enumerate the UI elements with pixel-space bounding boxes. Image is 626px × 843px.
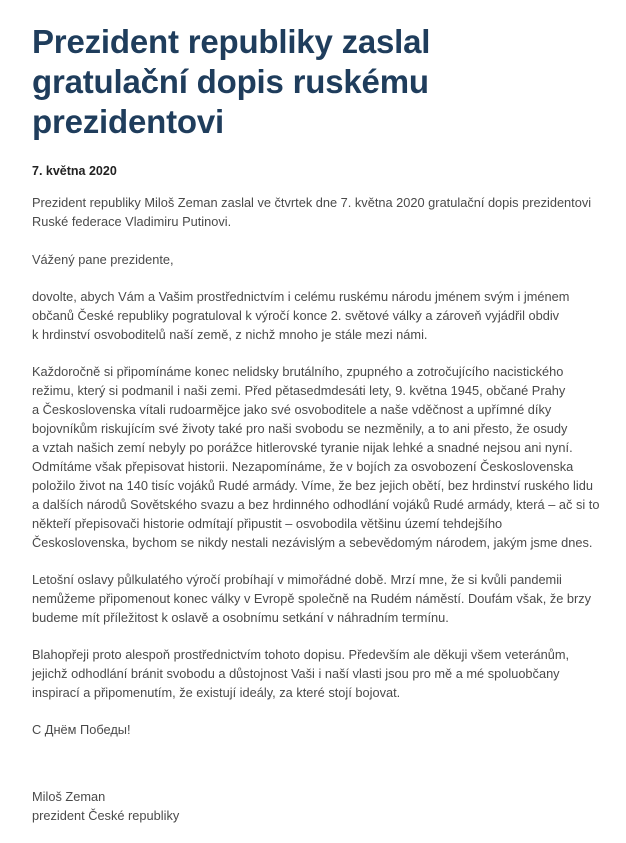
- letter-paragraph-3: [32, 570, 612, 627]
- letter-signature: [32, 787, 612, 825]
- text-line: Letošní oslavy půlkulatého výročí probíhají v mimořádné době. Mrzí mne, že si kvůli pandemii: [32, 572, 562, 587]
- text-line: Ruské federace Vladimiru Putinovi.: [32, 214, 232, 229]
- article-title: [32, 22, 612, 142]
- text-line: Vážený pane prezidente,: [32, 252, 174, 267]
- text-line: Odmítáme však přepisovat historii. Nezapomínáme, že v bojích za osvobození Československa: [32, 459, 574, 474]
- text-line: režimu, který si podmanil i naši zemi. Před pětasedmdesáti lety, 9. května 1945, občané Prahy: [32, 383, 566, 398]
- text-line: a dalších národů Sovětského svazu a bez hrdinného odhodlání vojáků Rudé armády, která – ač si to: [32, 497, 600, 512]
- text-line: budeme mít příležitost k oslavě a osobnímu setkání v náhradním termínu.: [32, 610, 449, 625]
- lead-paragraph: [32, 193, 612, 231]
- text-line: Prezident republiky Miloš Zeman zaslal ve čtvrtek dne 7. května 2020 gratulační dopis prezidentovi: [32, 195, 592, 210]
- title-line: Prezident republiky zaslal: [32, 23, 431, 60]
- text-line: občanů České republiky pogratuloval k výročí konce 2. světové války a zároveň vyjádřil obdiv: [32, 308, 560, 323]
- text-line: С Днём Победы!: [32, 722, 131, 737]
- text-line: Československa, bychom se nikdy nestali nezávislým a sebevědomým národem, jakým jsme dnes.: [32, 535, 593, 550]
- text-line: bojovníkům riskujícím své životy také pro naši svobodu se nezměnily, a to ani přesto, že osudy: [32, 421, 568, 436]
- text-line: Každoročně si připomínáme konec nelidsky brutálního, zpupného a zotročujícího nacistického: [32, 364, 564, 379]
- letter-paragraph-2: [32, 362, 612, 552]
- title-line: gratulační dopis ruskému: [32, 63, 429, 100]
- text-line: položilo život na 140 tisíc vojáků Rudé armády. Víme, že bez jejich obětí, bez hrdinství ruského lidu: [32, 478, 593, 493]
- text-line: inspirací a připomenutím, že existují ideály, za které stojí bojovat.: [32, 685, 401, 700]
- text-line: dovolte, abych Vám a Vašim prostřednictvím i celému ruskému národu jménem svým i jménem: [32, 289, 570, 304]
- text-line: k hrdinství osvoboditelů naší země, z nichž mnoho je stále mezi námi.: [32, 327, 428, 342]
- signature-role: prezident České republiky: [32, 808, 180, 823]
- text-line: někteří přepisovači historie odmítají připustit – osvobodila většinu území tehdejšího: [32, 516, 503, 531]
- text-line: Blahopřeji proto alespoň prostřednictvím tohoto dopisu. Především ale děkuji všem veteránům,: [32, 647, 570, 662]
- text-line: nemůžeme připomenout konec války v Evropě společně na Rudém náměstí. Doufám však, že brzy: [32, 591, 592, 606]
- letter-paragraph-4: [32, 645, 612, 702]
- signature-name: Miloš Zeman: [32, 789, 106, 804]
- letter-paragraph-1: [32, 287, 612, 344]
- letter-closing: [32, 720, 612, 739]
- article: [32, 22, 612, 825]
- title-line: prezidentovi: [32, 103, 224, 140]
- text-line: jejichž odhodlání bránit svobodu a důstojnost Vaši i naší vlasti jsou pro mě a mé spoluobčany: [32, 666, 560, 681]
- article-date: 7. května 2020: [32, 164, 117, 178]
- text-line: a Československa vítali rudoarmějce jako své osvoboditele a naše vděčnost a upřímné díky: [32, 402, 552, 417]
- text-line: a vztah našich zemí nebyly po porážce hitlerovské tyranie nijak lehké a snadné nejsou ani nyní.: [32, 440, 573, 455]
- letter-salutation: [32, 250, 612, 269]
